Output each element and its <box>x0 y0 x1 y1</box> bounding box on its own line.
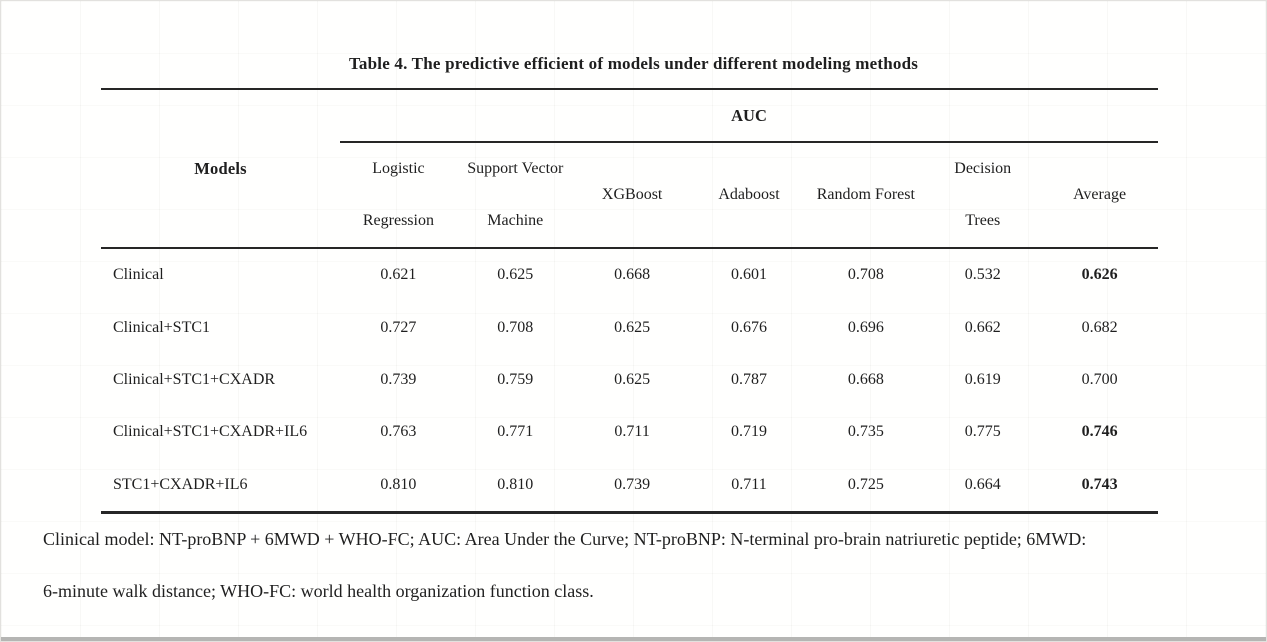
table-row <box>101 301 1158 353</box>
auc-value-cell: 0.763 <box>380 423 417 441</box>
auc-value-cell: 0.625 <box>614 318 651 336</box>
auc-value-cell: 0.668 <box>614 266 651 284</box>
auc-value-cell: 0.739 <box>614 475 651 493</box>
column-header-average <box>1041 143 1158 247</box>
model-name-cell: Clinical <box>113 266 164 284</box>
auc-value-cell: 0.735 <box>847 423 884 441</box>
auc-value-cell: 0.810 <box>497 475 534 493</box>
column-header-decision-trees <box>924 143 1041 247</box>
auc-value-cell: 0.739 <box>380 371 417 389</box>
column-header-line: Decision <box>954 160 1012 177</box>
auc-value-cell: 0.775 <box>964 423 1001 441</box>
average-value-cell: 0.682 <box>1081 318 1118 336</box>
column-header-line: Random Forest <box>816 186 915 203</box>
auc-value-cell: 0.727 <box>380 318 417 336</box>
auc-value-cell: 0.676 <box>730 318 767 336</box>
page-bottom-edge-bar <box>1 637 1266 641</box>
column-header-line: Support Vector <box>467 160 564 177</box>
column-header-xgboost <box>574 143 691 247</box>
column-header-line: Logistic <box>372 160 425 177</box>
auc-value-cell: 0.787 <box>730 371 767 389</box>
auc-value-cell: 0.759 <box>497 371 534 389</box>
column-header-models <box>101 143 340 247</box>
auc-value-cell: 0.711 <box>614 423 650 441</box>
auc-value-cell: 0.664 <box>964 475 1001 493</box>
auc-value-cell: 0.532 <box>964 266 1001 284</box>
column-header-line: XGBoost <box>601 186 663 203</box>
auc-value-cell: 0.696 <box>847 318 884 336</box>
auc-value-cell: 0.625 <box>497 266 534 284</box>
table-title: Table 4. The predictive efficient of models under different modeling methods <box>348 54 919 73</box>
auc-value-cell: 0.708 <box>497 318 534 336</box>
average-value-cell: 0.626 <box>1081 266 1118 284</box>
average-value-cell: 0.700 <box>1081 371 1118 389</box>
column-header-line: Regression <box>362 212 434 229</box>
auc-value-cell: 0.662 <box>964 318 1001 336</box>
table-header-row <box>101 143 1158 247</box>
auc-value-cell: 0.719 <box>730 423 767 441</box>
auc-value-cell: 0.621 <box>380 266 417 284</box>
table-row <box>101 459 1158 511</box>
auc-value-cell: 0.810 <box>380 475 417 493</box>
column-header-models-spacer <box>101 195 340 247</box>
column-header-line: Average <box>1073 186 1127 203</box>
auc-value-cell: 0.625 <box>614 371 651 389</box>
auc-value-cell: 0.711 <box>731 475 767 493</box>
column-header-support-vector-machine <box>457 143 574 247</box>
model-name-cell: STC1+CXADR+IL6 <box>113 475 248 493</box>
average-value-cell: 0.743 <box>1081 475 1118 493</box>
model-name-cell: Clinical+STC1+CXADR <box>113 371 276 389</box>
auc-value-cell: 0.771 <box>497 423 534 441</box>
model-name-cell: Clinical+STC1 <box>113 318 211 336</box>
table-footnote-line-2: 6-minute walk distance; WHO-FC: world health organization function class. <box>43 581 594 601</box>
column-header-line: Machine <box>487 212 544 229</box>
table-row <box>101 354 1158 406</box>
table-footnote-line-1: Clinical model: NT-proBNP + 6MWD + WHO-FC; AUC: Area Under the Curve; NT-proBNP: N-terminal pro-brain natriuretic peptide; 6MWD: <box>43 529 1087 549</box>
auc-spanner-header: AUC <box>731 106 767 125</box>
column-header-logistic-regression <box>340 143 457 247</box>
auc-value-cell: 0.601 <box>730 266 767 284</box>
column-header-models-label: Models <box>194 159 247 178</box>
model-name-cell: Clinical+STC1+CXADR+IL6 <box>113 423 308 441</box>
table-row <box>101 249 1158 301</box>
column-header-adaboost <box>691 143 808 247</box>
table-bottom-rule <box>101 511 1158 514</box>
table-row <box>101 406 1158 458</box>
auc-value-cell: 0.725 <box>847 475 884 493</box>
table-body <box>101 249 1158 511</box>
auc-value-cell: 0.619 <box>964 371 1001 389</box>
column-header-random-forest <box>807 143 924 247</box>
average-value-cell: 0.746 <box>1081 423 1118 441</box>
column-header-line: Adaboost <box>718 186 780 203</box>
auc-value-cell: 0.668 <box>847 371 884 389</box>
column-header-line: Trees <box>965 212 1001 229</box>
auc-value-cell: 0.708 <box>847 266 884 284</box>
